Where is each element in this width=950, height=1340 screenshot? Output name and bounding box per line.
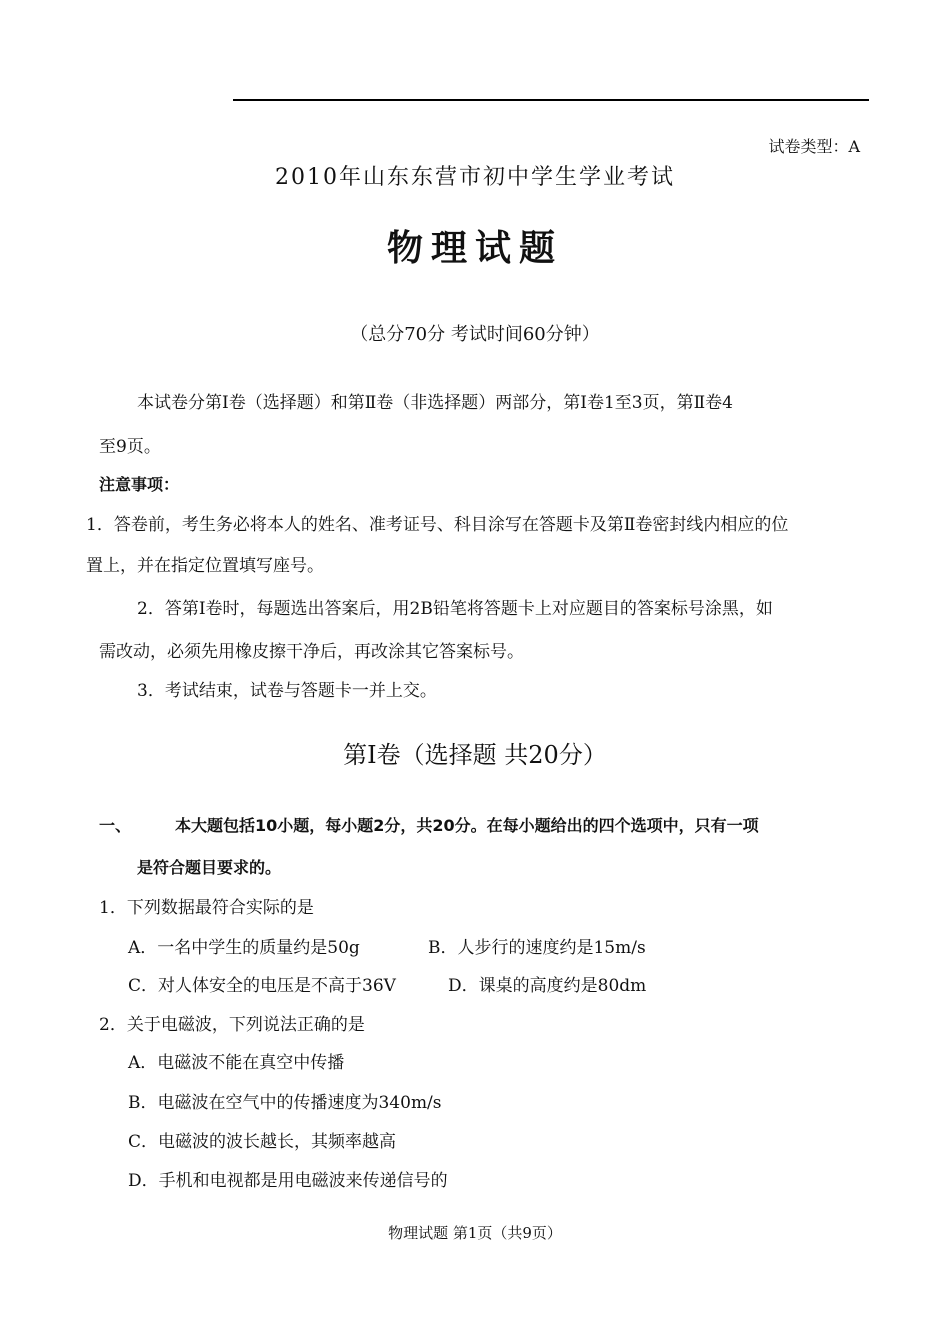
question-2-stem: 2．关于电磁波，下列说法正确的是 [99, 1015, 365, 1035]
header-rule [233, 99, 869, 101]
question-2-option-a: A．电磁波不能在真空中传播 [128, 1053, 345, 1073]
note-2-line-2: 需改动，必须先用橡皮擦干净后，再改涂其它答案标号。 [99, 642, 524, 662]
note-1-line-2: 置上，并在指定位置填写座号。 [86, 556, 324, 576]
question-2-option-b: B．电磁波在空气中的传播速度为340m/s [128, 1093, 442, 1113]
exam-title: 2010年山东东营市初中学生学业考试 [275, 165, 675, 190]
question-1-option-a: A．一名中学生的质量约是50g [128, 938, 360, 958]
page-footer: 物理试题 第1页（共9页） [388, 1224, 562, 1242]
note-2-line-1: 2．答第Ⅰ卷时，每题选出答案后，用2B铅笔将答题卡上对应题目的答案标号涂黑，如 [137, 599, 773, 619]
question-1-option-b: B．人步行的速度约是15m/s [428, 938, 646, 958]
note-3: 3．考试结束，试卷与答题卡一并上交。 [137, 681, 437, 701]
note-1-line-1: 1．答卷前，考生务必将本人的姓名、准考证号、科目涂写在答题卡及第Ⅱ卷密封线内相应的位 [86, 515, 789, 535]
instruction-line-2: 是符合题目要求的。 [137, 858, 282, 877]
question-2-option-c: C．电磁波的波长越长，其频率越高 [128, 1132, 397, 1152]
notes-heading: 注意事项： [99, 475, 180, 494]
subject-title: 物理试题 [386, 228, 563, 269]
instruction-line-1: 本大题包括10小题，每小题2分，共20分。在每小题给出的四个选项中，只有一项 [175, 816, 759, 835]
paper-type: 试卷类型：A [768, 137, 860, 156]
part-number: 一、 [99, 816, 132, 835]
question-1-option-d: D．课桌的高度约是80dm [448, 976, 647, 996]
score-time: （总分70分 考试时间60分钟） [350, 324, 600, 345]
question-1-stem: 1．下列数据最符合实际的是 [99, 898, 314, 918]
section-title: 第Ⅰ卷（选择题 共20分） [343, 741, 607, 769]
intro-line-2: 至9页。 [99, 437, 161, 457]
question-1-option-c: C．对人体安全的电压是不高于36V [128, 976, 396, 996]
intro-line-1: 本试卷分第Ⅰ卷（选择题）和第Ⅱ卷（非选择题）两部分，第Ⅰ卷1至3页，第Ⅱ卷4 [137, 393, 733, 413]
question-2-option-d: D．手机和电视都是用电磁波来传递信号的 [128, 1171, 448, 1191]
